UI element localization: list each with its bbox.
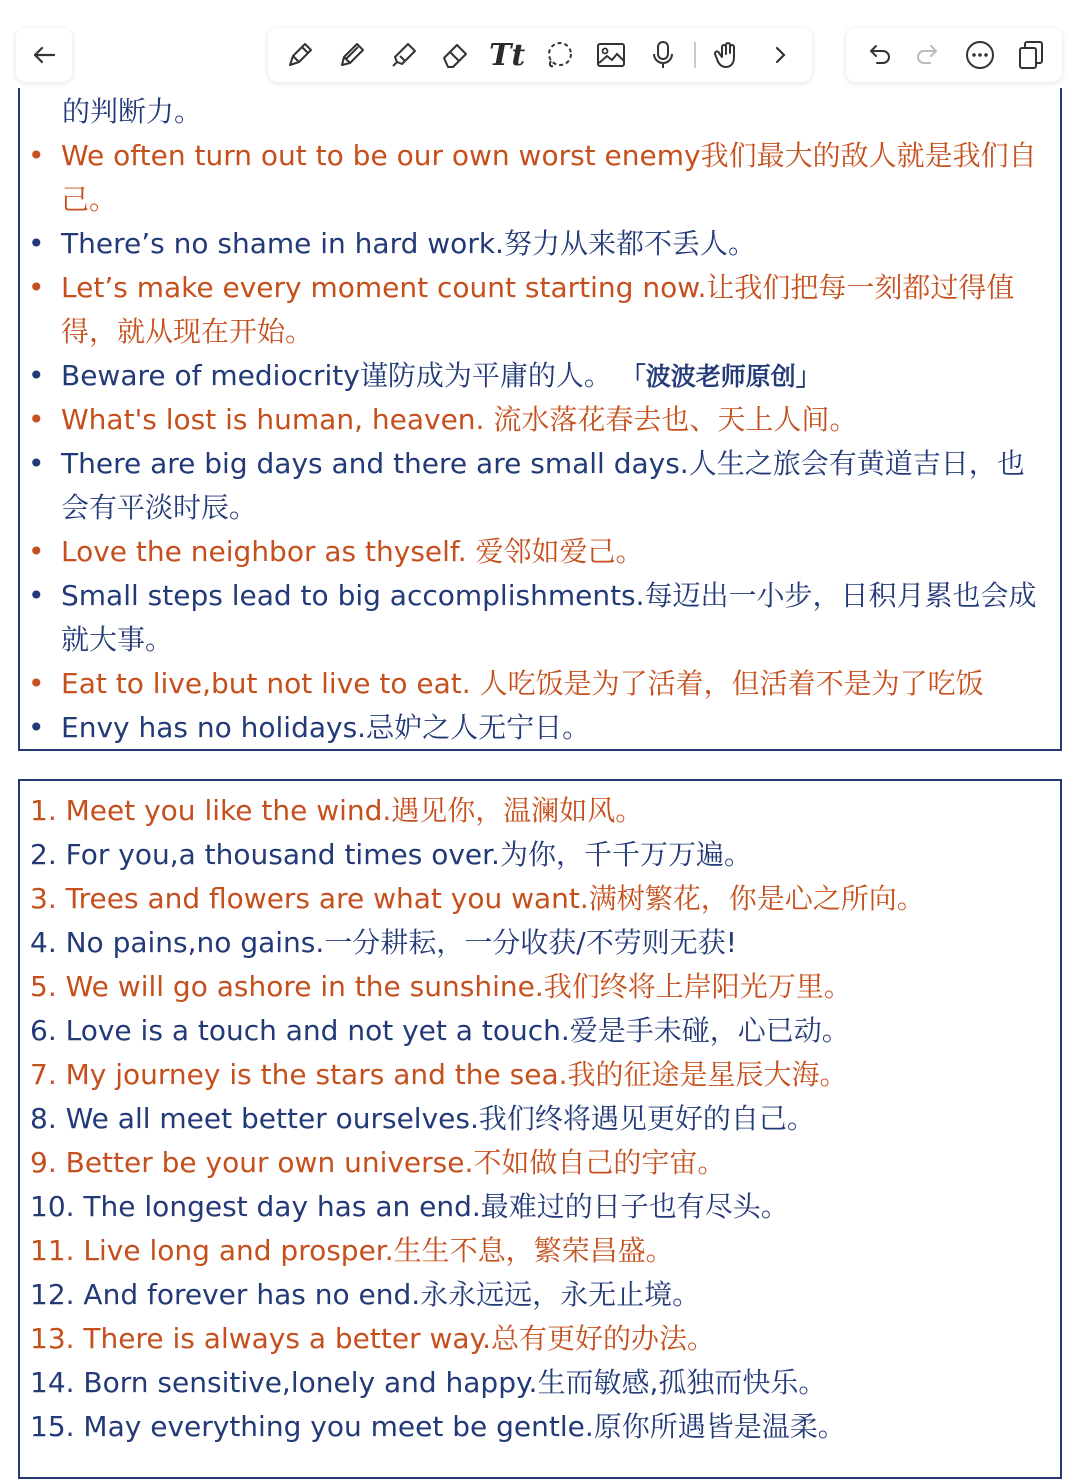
bullet-icon: •: [28, 535, 45, 568]
undo-icon[interactable]: [858, 35, 898, 75]
list-item: 10. The longest day has an end.最难过的日子也有尽头。: [30, 1190, 789, 1223]
bullet-icon: •: [28, 359, 45, 392]
list-item: • Let’s make every moment count starting now.让我们把每一刻都过得值得，就从现在开始。: [28, 266, 1038, 354]
list-item: • What's lost is human, heaven. 流水落花春去也、天上人间。: [28, 398, 1038, 442]
list-item: • Eat to live,but not live to eat. 人吃饭是为了活着，但活着不是为了吃饭: [28, 662, 1038, 706]
phrase-list-box: [18, 88, 1062, 751]
bullet-icon: •: [28, 667, 45, 700]
more-icon[interactable]: [960, 35, 1000, 75]
list-item: 12. And forever has no end.永永远远，永无止境。: [30, 1278, 701, 1311]
bullet-icon: •: [28, 579, 45, 612]
numbered-list-box: [18, 779, 1062, 1479]
image-icon[interactable]: [591, 35, 631, 75]
list-item: 6. Love is a touch and not yet a touch.爱是手未碰，心已动。: [30, 1014, 850, 1047]
list-item: 1. Meet you like the wind.遇见你，温澜如风。: [30, 794, 644, 827]
text-icon[interactable]: [487, 35, 527, 75]
lasso-icon[interactable]: [539, 35, 579, 75]
list-item: 9. Better be your own universe.不如做自己的宇宙。: [30, 1146, 726, 1179]
toolbar: [0, 0, 1080, 90]
redo-icon[interactable]: [909, 35, 949, 75]
list-item: 8. We all meet better ourselves.我们终将遇见更好的自己。: [30, 1102, 815, 1135]
list-item: • There’s no shame in hard work.努力从来都不丢人。: [28, 222, 1038, 266]
list-item: 13. There is always a better way.总有更好的办法。: [30, 1322, 716, 1355]
list-item: 14. Born sensitive,lonely and happy.生而敏感,孤独而快乐。: [30, 1366, 827, 1399]
tool-palette: [268, 28, 812, 82]
list-item: • Love the neighbor as thyself. 爱邻如爱己。: [28, 530, 1038, 574]
eraser-icon[interactable]: [435, 35, 475, 75]
list-item: 2. For you,a thousand times over.为你，千千万万遍。: [30, 838, 752, 871]
toolbar-divider: [694, 42, 696, 68]
list-item: 7. My journey is the stars and the sea.我的征途是星辰大海。: [30, 1058, 848, 1091]
list-item: • There are big days and there are small days.人生之旅会有黄道吉日，也会有平淡时辰。: [28, 442, 1038, 530]
list-item: • Beware of mediocrity谨防成为平庸的人。 「波波老师原创」: [28, 354, 1038, 399]
chevron-right-icon[interactable]: [760, 35, 800, 75]
action-palette: [846, 28, 1062, 82]
continuation-line: 的判断力。: [62, 95, 203, 128]
list-item: 3. Trees and flowers are what you want.满树繁花，你是心之所向。: [30, 882, 925, 915]
pencil-icon[interactable]: [332, 35, 372, 75]
list-item: 4. No pains,no gains.一分耕耘，一分收获/不劳则无获!: [30, 926, 737, 959]
back-arrow-icon: [24, 35, 64, 75]
hand-icon[interactable]: [708, 35, 748, 75]
bullet-icon: •: [28, 403, 45, 436]
back-button[interactable]: [16, 28, 72, 82]
list-item: • Small steps lead to big accomplishments.每迈出一小步，日积月累也会成就大事。: [28, 574, 1038, 662]
bullet-icon: •: [28, 711, 45, 744]
pen-icon[interactable]: [280, 35, 320, 75]
list-item: • We often turn out to be our own worst enemy我们最大的敌人就是我们自己。: [28, 134, 1038, 222]
bullet-icon: •: [28, 227, 45, 260]
list-item: • Envy has no holidays.忌妒之人无宁日。: [28, 706, 1038, 750]
bullet-icon: •: [28, 139, 45, 172]
author-tag: 「波波老师原创」: [620, 362, 821, 391]
bullet-icon: •: [28, 271, 45, 304]
text-tool-label: Tt: [489, 37, 526, 73]
list-item: 15. May everything you meet be gentle.原你所遇皆是温柔。: [30, 1410, 846, 1443]
bullet-icon: •: [28, 447, 45, 480]
marker-icon[interactable]: [384, 35, 424, 75]
list-item: 11. Live long and prosper.生生不息，繁荣昌盛。: [30, 1234, 674, 1267]
pages-icon[interactable]: [1011, 35, 1051, 75]
list-item: 5. We will go ashore in the sunshine.我们终将上岸阳光万里。: [30, 970, 852, 1003]
microphone-icon[interactable]: [643, 35, 683, 75]
